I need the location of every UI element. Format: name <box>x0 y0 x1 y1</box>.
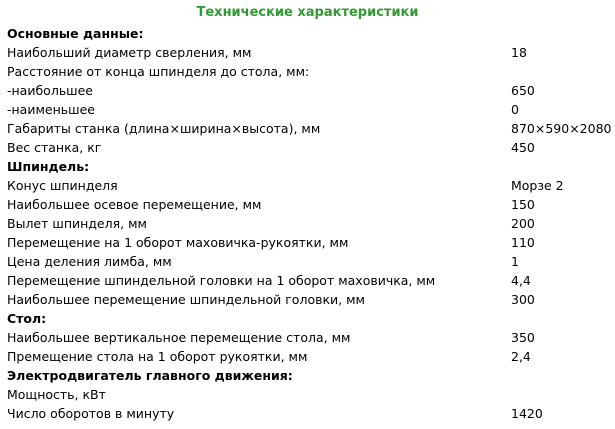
spec-value: 150 <box>511 197 535 212</box>
spec-row <box>7 404 615 423</box>
spec-label: Перемещение шпиндельной головки на 1 оборот маховичка, мм <box>7 273 436 288</box>
spec-row <box>7 290 615 309</box>
spec-label: Вес станка, кг <box>7 140 102 155</box>
section-heading: Стол: <box>7 311 47 326</box>
spec-value: 0 <box>511 102 519 117</box>
spec-value <box>511 157 615 176</box>
section-heading-row <box>7 24 615 43</box>
spec-label: Мощность, кВт <box>7 387 106 402</box>
spec-row <box>7 81 615 100</box>
spec-label: Вылет шпинделя, мм <box>7 216 147 231</box>
spec-row <box>7 176 615 195</box>
spec-value: 650 <box>511 83 535 98</box>
spec-row <box>7 119 615 138</box>
spec-label: Наибольшее перемещение шпиндельной головки, мм <box>7 292 365 307</box>
section-heading-row <box>7 366 615 385</box>
spec-row <box>7 138 615 157</box>
spec-value: 1420 <box>511 406 543 421</box>
spec-label: Габариты станка (длина×ширина×высота), мм <box>7 121 321 136</box>
spec-row <box>7 385 615 404</box>
page-title: Технические характеристики <box>196 5 419 20</box>
spec-value: 200 <box>511 216 535 231</box>
spec-row <box>7 195 615 214</box>
section-heading: Шпиндель: <box>7 159 90 174</box>
spec-label: -наименьшее <box>7 102 95 117</box>
spec-value: Морзе 2 <box>511 178 564 193</box>
spec-label: Цена деления лимба, мм <box>7 254 172 269</box>
spec-value: 1 <box>511 254 519 269</box>
spec-row <box>7 233 615 252</box>
spec-value: 870×590×2080 <box>511 121 612 136</box>
spec-row <box>7 328 615 347</box>
spec-label: Наибольшее вертикальное перемещение стола, мм <box>7 330 351 345</box>
spec-value: 450 <box>511 140 535 155</box>
spec-label: Наибольшее осевое перемещение, мм <box>7 197 262 212</box>
spec-value <box>511 62 615 81</box>
spec-row <box>7 252 615 271</box>
spec-label: Конус шпинделя <box>7 178 118 193</box>
spec-value: 110 <box>511 235 535 250</box>
section-heading-row <box>7 157 615 176</box>
spec-value <box>511 309 615 328</box>
spec-table-body <box>7 24 615 423</box>
spec-value <box>511 385 615 404</box>
spec-row <box>7 43 615 62</box>
section-heading: Электродвигатель главного движения: <box>7 368 293 383</box>
section-heading: Основные данные: <box>7 26 144 41</box>
spec-label: Наибольший диаметр сверления, мм <box>7 45 252 60</box>
spec-value: 4,4 <box>511 273 531 288</box>
spec-row <box>7 271 615 290</box>
spec-row <box>7 214 615 233</box>
spec-value <box>511 24 615 43</box>
spec-row <box>7 100 615 119</box>
spec-value: 18 <box>511 45 527 60</box>
spec-label: Премещение стола на 1 оборот рукоятки, мм <box>7 349 308 364</box>
spec-label: Расстояние от конца шпинделя до стола, мм: <box>7 64 310 79</box>
spec-row <box>7 347 615 366</box>
spec-label: Число оборотов в минуту <box>7 406 175 421</box>
spec-value <box>511 366 615 385</box>
spec-value: 2,4 <box>511 349 531 364</box>
spec-value: 300 <box>511 292 535 307</box>
spec-row <box>7 62 615 81</box>
spec-value: 350 <box>511 330 535 345</box>
section-heading-row <box>7 309 615 328</box>
spec-table <box>7 24 615 423</box>
spec-label: Перемещение на 1 оборот маховичка-рукоятки, мм <box>7 235 349 250</box>
spec-label: -наибольшее <box>7 83 93 98</box>
